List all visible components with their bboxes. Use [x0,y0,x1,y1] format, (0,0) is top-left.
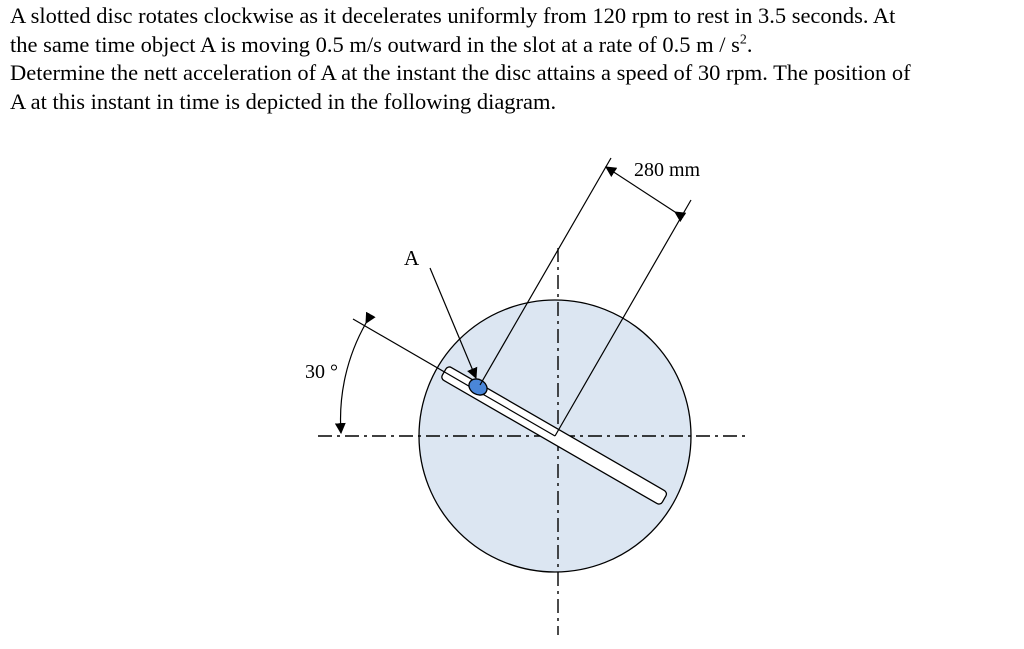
angle-label: 30 ° [305,361,338,383]
problem-line-2-end: . [746,31,753,57]
squared-exponent: 2 [739,32,747,47]
object-a-label: A [404,246,420,270]
problem-line-4: A at this instant in time is depicted in the following diagram. [10,88,557,114]
dimension-label: 280 mm [634,159,701,181]
problem-line-1: A slotted disc rotates clockwise as it decelerates uniformly from 120 rpm to rest in 3.5 seconds. At [10,3,896,28]
problem-line-2-text: the same time object A is moving 0.5 m/s outward in the slot at a rate of 0.5 m / s [10,31,740,57]
problem-line-3: Determine the nett acceleration of A at the instant the disc attains a speed of 30 rpm. The position of [10,60,911,85]
angle-arc [341,323,366,433]
